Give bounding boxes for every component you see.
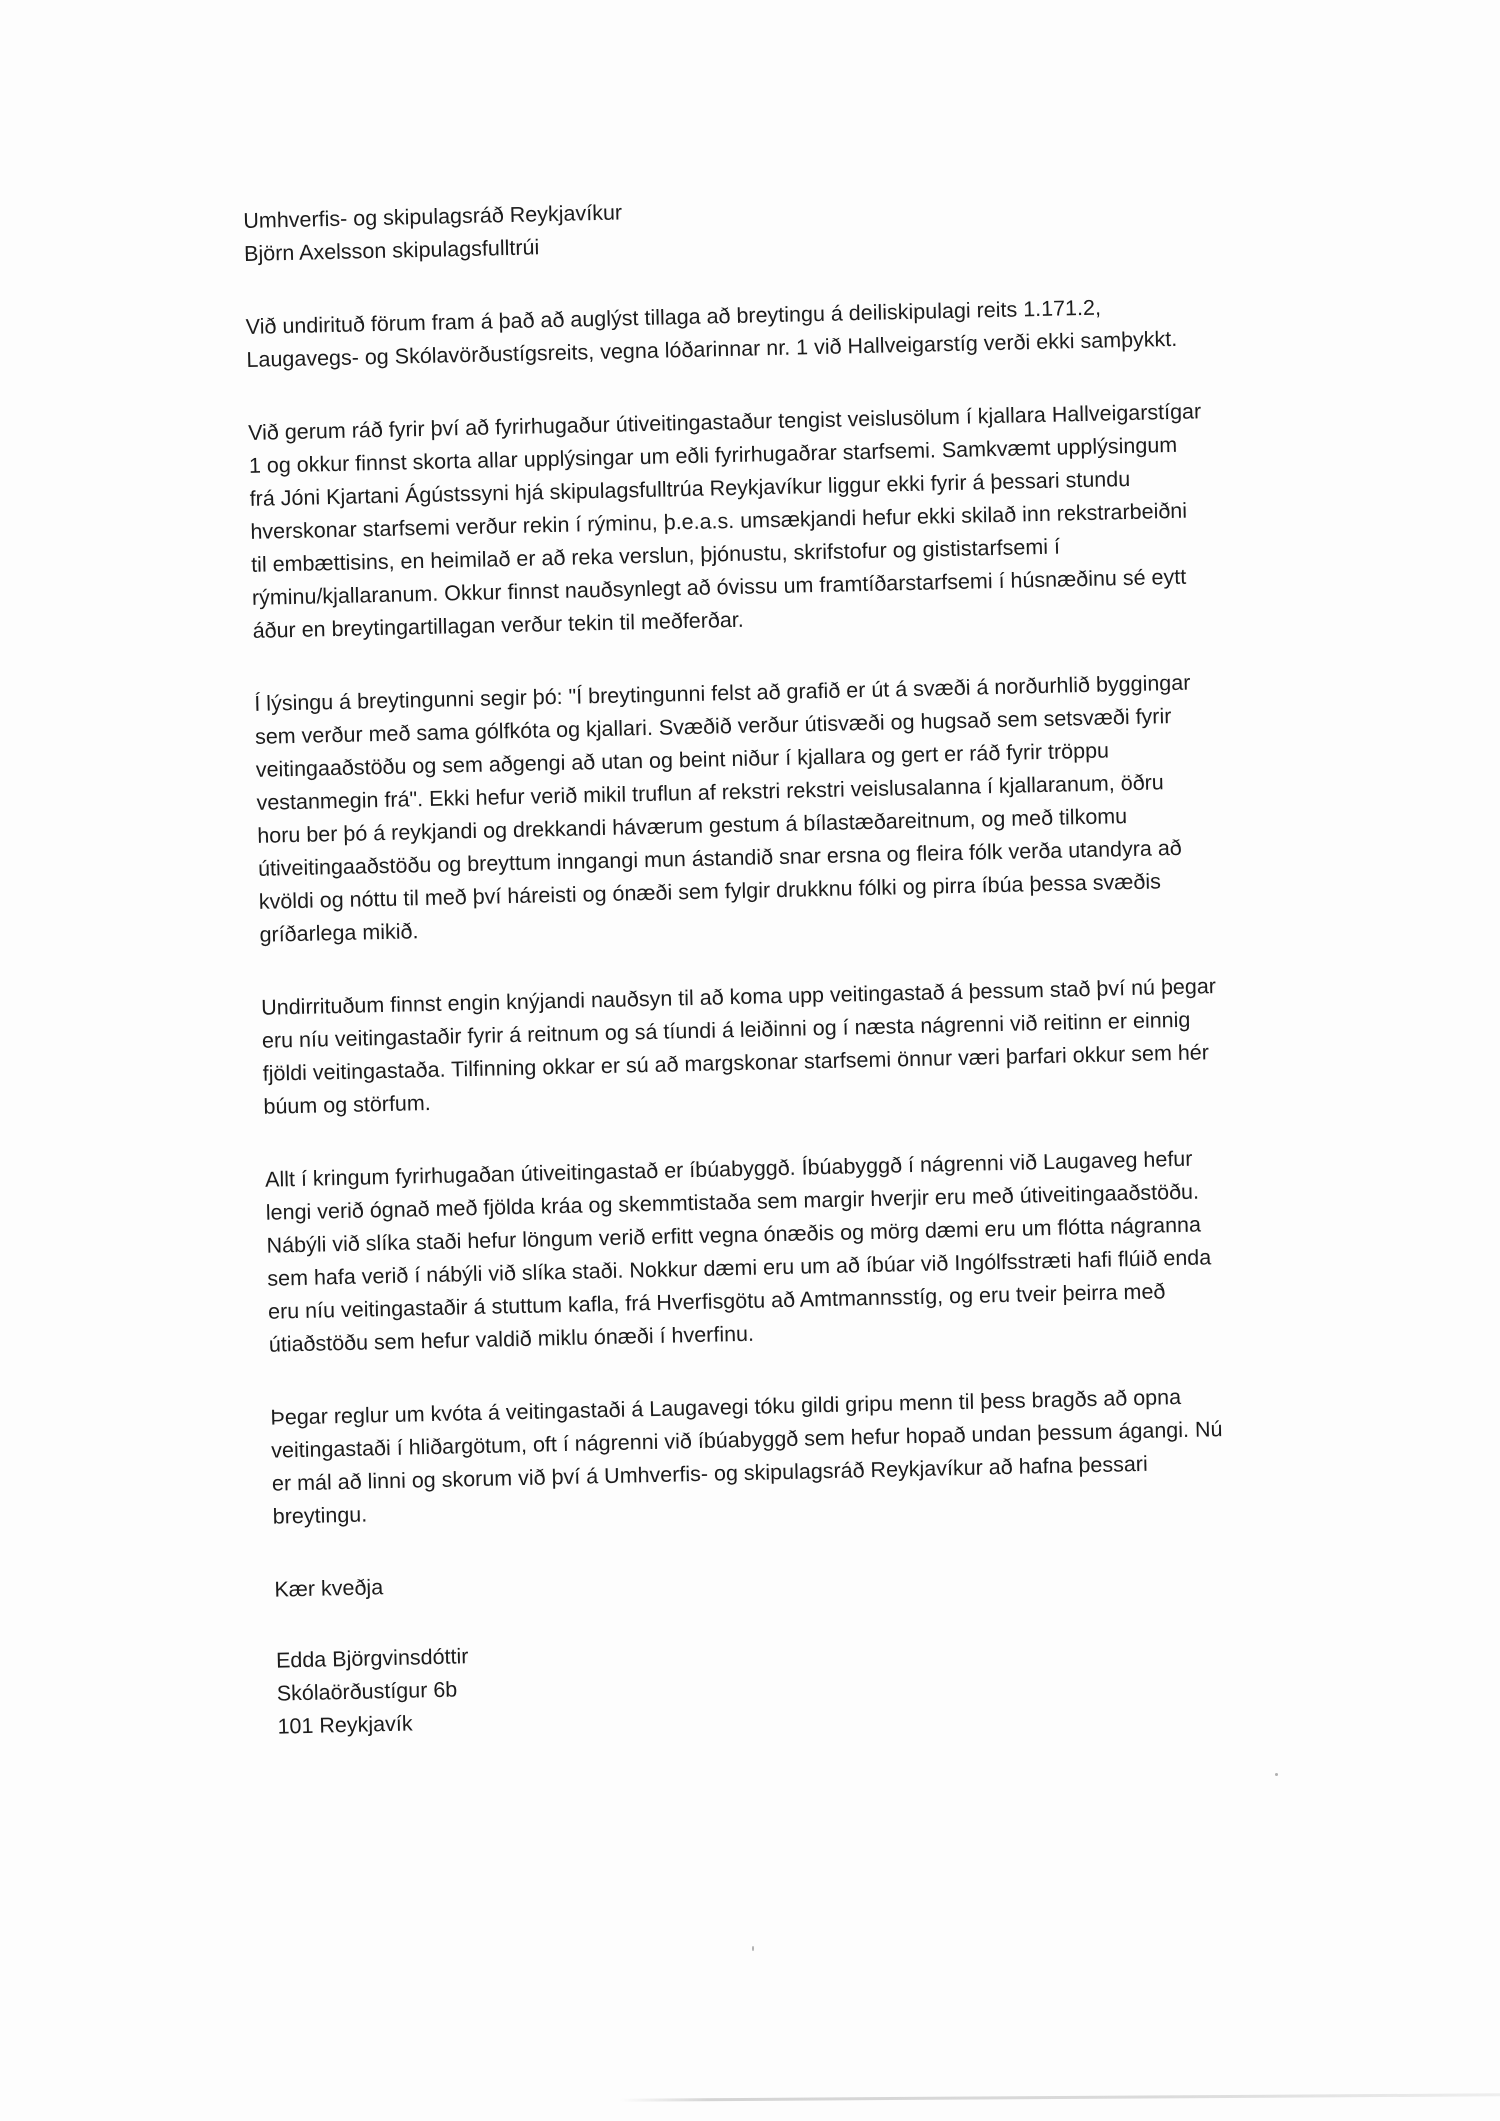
- text-line: hverskonar starfsemi verður rekin í rýminu, þ.e.a.s. umsækjandi hefur ekki skilað inn rekstrarbeiðni: [250, 498, 1188, 544]
- text-line: eru níu veitingastaðir á stuttum kafla, frá Hverfisgötu að Amtmannsstíg, og eru tveir þeirra með: [267, 1279, 1166, 1324]
- text-line: horu ber þó á reykjandi og drekkandi háværum gestum á bílastæðareitnum, og með tilkomu: [257, 804, 1128, 848]
- paragraph: [254, 665, 1285, 952]
- text-line: útiveitingaaðstöðu og breyttum inngangi mun ástandið snar ersna og fleira fólk verða utandyra að: [257, 835, 1182, 881]
- text-line: 1 og okkur finnst skorta allar upplýsingar um eðli fyrirhugaðrar starfsemi. Samkvæmt upplýsingum: [248, 432, 1178, 478]
- scan-edge: [620, 2093, 1500, 2101]
- text-line: lengi verið ógnað með fjölda kráa og skemmtistaða sem margir hverjir eru með útiveitingaaðstöðu.: [265, 1179, 1200, 1225]
- text-line: Þegar reglur um kvóta á veitingastaði á Laugavegi tóku gildi gripu menn til þess bragðs að opna: [270, 1385, 1182, 1430]
- text-line: Allt í kringum fyrirhugaðan útiveitingastað er íbúabyggð. Íbúabyggð í nágrenni við Laugaveg hefur: [264, 1146, 1193, 1192]
- text-line: Laugavegs- og Skólavörðustígsreits, vegna lóðarinnar nr. 1 við Hallveigarstíg verði ekki samþykkt.: [246, 326, 1178, 372]
- text-line: Í lýsingu á breytingunni segir þó: "Í breytingunni felst að grafið er út á svæði á norðurhlið byggingar: [254, 670, 1191, 716]
- text-line: Við gerum ráð fyrir því að fyrirhugaður útiveitingastaður tengist veislusölum í kjallara Hallveigarstígar: [247, 399, 1202, 445]
- text-line: Nábýli við slíka staði hefur löngum verið erfitt vegna ónæðis og mörg dæmi eru um flótta nágranna: [266, 1212, 1202, 1258]
- paragraph: [265, 1140, 1294, 1361]
- signature-name: Edda Björgvinsdóttir: [275, 1644, 469, 1673]
- text-line: fjöldi veitingastaða. Tilfinning okkar er sú að margskonar starfsemi önnur væri þarfari okkur sem hér: [262, 1040, 1210, 1086]
- scan-speck: [752, 1946, 754, 1951]
- text-line: útiaðstöðu sem hefur valdið miklu ónæði í hverfinu.: [268, 1321, 755, 1357]
- text-line: veitingastaði í hliðargötum, oft í nágrenni við íbúabyggð sem hefur hopað undan þessum ágangi. Nú: [270, 1417, 1223, 1463]
- text-line: Undirrituðum finnst engin knýjandi nauðsyn til að koma upp veitingastað á þessum stað því nú þegar: [260, 974, 1217, 1020]
- text-line: Við undirituð förum fram á það að auglýst tillaga að breytingu á deiliskipulagi reits 1.171.2,: [245, 295, 1102, 339]
- recipient-block: [243, 182, 1269, 271]
- closing-line: Kær kveðja: [274, 1575, 384, 1602]
- closing: [274, 1550, 1299, 1606]
- signature-city: 101 Reykjavík: [277, 1711, 413, 1739]
- scan-speck: [1275, 1773, 1278, 1776]
- letter-body: [243, 182, 1303, 1744]
- recipient-line: Björn Axelsson skipulagsfulltrúi: [243, 235, 540, 266]
- paragraph: [245, 288, 1271, 377]
- text-line: vestanmegin frá". Ekki hefur verið mikil truflun af rekstri rekstri veislusalanna í kjallaranum, öðru: [256, 770, 1165, 815]
- text-line: sem hafa verið í nábýli við slíka staði. Nokkur dæmi eru um að íbúar við Ingólfsstræti hafi flúið enda: [267, 1245, 1212, 1291]
- text-line: veitingaaðstöðu og sem aðgengi að utan og beint niður í kjallara og gert er ráð fyrir tröppu: [255, 738, 1110, 782]
- text-line: eru níu veitingastaðir fyrir á reitnum og sá tíundi á leiðinni og í næsta nágrenni við reitinn er einnig: [261, 1007, 1191, 1053]
- text-line: áður en breytingartillagan verður tekin til meðferðar.: [252, 607, 744, 643]
- text-line: rýminu/kjallaranum. Okkur finnst nauðsynlegt að óvissu um framtíðarstarfsemi í húsnæðinu sé eytt: [251, 564, 1187, 610]
- paragraph: [270, 1378, 1298, 1533]
- signature-block: [276, 1621, 1303, 1743]
- text-line: breytingu.: [272, 1502, 368, 1529]
- text-line: kvöldi og nóttu til með því háreisti og ónæði sem fylgir drukknu fólki og pirra íbúa þessa svæðis: [258, 869, 1162, 914]
- paragraph: [261, 969, 1289, 1124]
- text-line: búum og störfum.: [263, 1090, 431, 1119]
- text-line: til embættisins, en heimilað er að reka verslun, þjónustu, skrifstofur og gististarfsemi í: [250, 534, 1061, 577]
- text-line: frá Jóni Kjartani Ágústssyni hjá skipulagsfulltrúa Reykjavíkur liggur ekki fyrir á þessari stundu: [249, 466, 1131, 511]
- text-line: gríðarlega mikið.: [259, 919, 419, 947]
- signature-street: Skólaörðustígur 6b: [276, 1677, 458, 1706]
- text-line: sem verður með sama gólfkóta og kjallari. Svæðið verður útisvæði og hugsað sem setsvæði fyrir: [254, 704, 1172, 749]
- text-line: er mál að linni og skorum við því á Umhverfis- og skipulagsráð Reykjavíkur að hafna þessari: [271, 1451, 1148, 1496]
- paragraph: [248, 394, 1278, 648]
- recipient-line: Umhverfis- og skipulagsráð Reykjavíkur: [243, 200, 623, 233]
